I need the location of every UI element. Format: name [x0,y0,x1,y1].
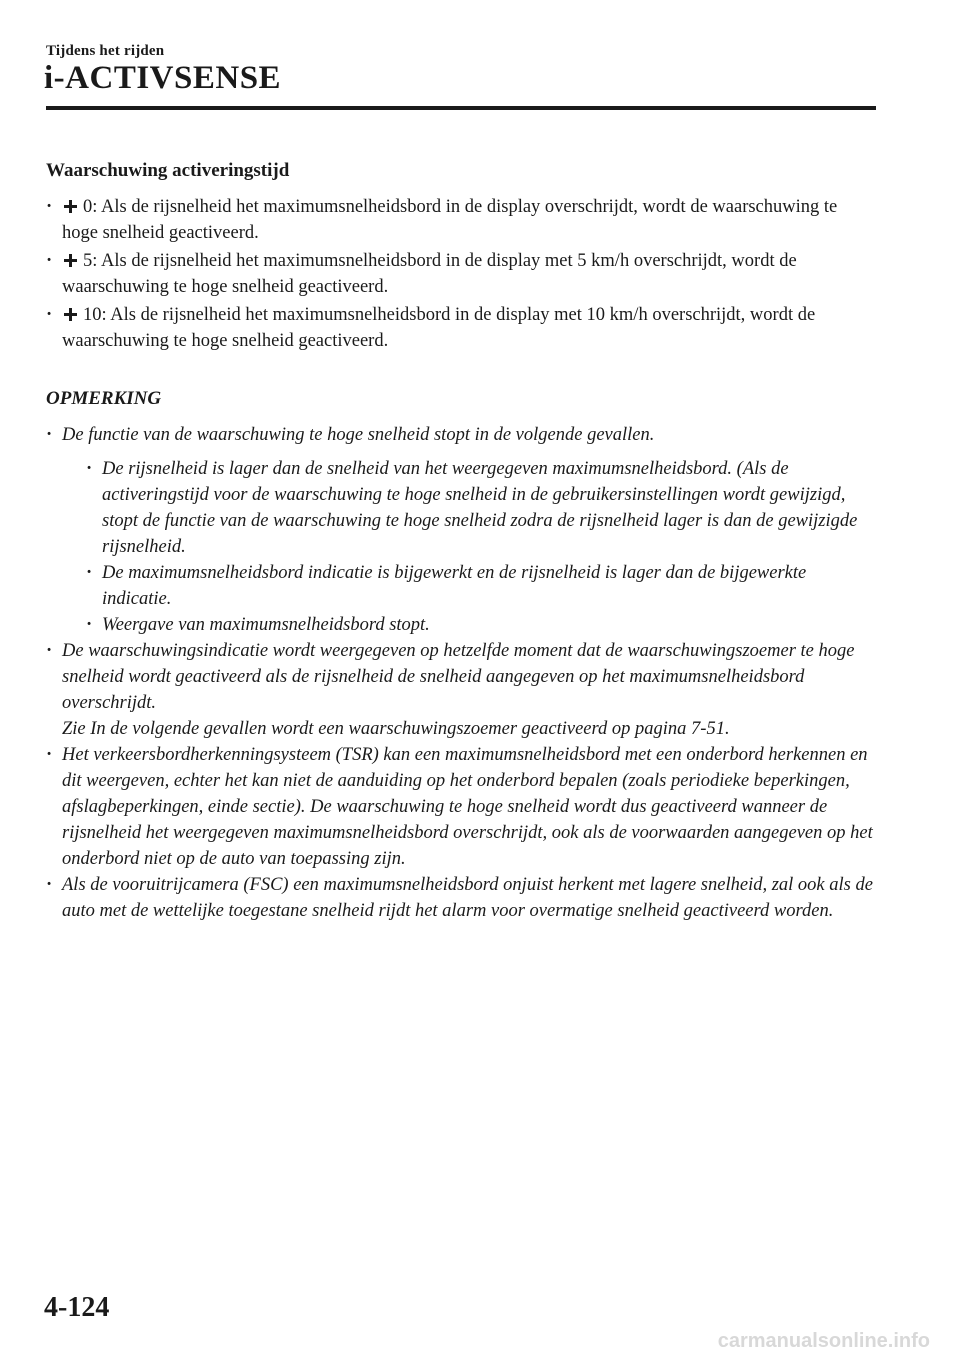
note-sub-item-text: De maximumsnelheidsbord indicatie is bijgewerkt en de rijsnelheid is lager dan de bijgewerkte indicatie. [102,563,807,609]
page-number: 4-124 [44,1292,110,1323]
plus-icon [62,194,78,220]
bullet-icon: · [46,197,53,217]
note-heading: OPMERKING [46,388,162,409]
bullet-icon: · [86,615,93,635]
bullet-icon: · [46,305,53,325]
note-list [46,422,876,924]
note-item-text: De waarschuwingsindicatie wordt weergegeven op hetzelfde moment dat de waarschuwingszoemer te hoge snelheid wordt geactiveerd als de rijsnelheid de snelheid aangegeven op het maximumsnelheidsbord overschrijdt. [62,641,855,713]
section-heading: Waarschuwing activeringstijd [46,160,290,181]
list-item [46,194,876,246]
plus-icon [62,248,78,274]
note-sub-item [86,560,876,612]
header-rule [46,106,876,110]
list-item-text: 0: Als de rijsnelheid het maximumsnelheidsbord in de display overschrijdt, wordt de waarschuwing te hoge snelheid geactiveerd. [62,197,838,243]
note-sub-item [86,612,876,638]
plus-icon [62,302,78,328]
note-item-reference: Zie In de volgende gevallen wordt een waarschuwingszoemer geactiveerd op pagina 7-51. [62,719,730,739]
breadcrumb: Tijdens het rijden [46,43,165,59]
note-item [46,742,876,872]
note-sub-item [86,456,876,560]
list-item [46,248,876,300]
list-item [46,302,876,354]
note-sub-list [86,456,876,638]
bullet-icon: · [86,459,93,479]
watermark: carmanualsonline.info [717,1330,930,1352]
bullet-icon: · [46,875,53,895]
note-item [46,422,876,638]
chapter-title: i-ACTIVSENSE [44,60,282,96]
activation-time-list [46,194,876,354]
note-sub-item-text: De rijsnelheid is lager dan de snelheid van het weergegeven maximumsnelheidsbord. (Als de activeringstijd voor de waarschuwing te hoge snelheid in de gebruikersinstellingen wordt gewijzigd, stopt de functie van de waarschuwing te hoge snelheid zodra de rijsnelheid lager is dan de gewijzigde rijsnelheid. [102,459,858,557]
bullet-icon: · [86,563,93,583]
note-item [46,872,876,924]
page-content [46,160,876,924]
list-item-text: 10: Als de rijsnelheid het maximumsnelheidsbord in de display met 10 km/h overschrijdt, wordt de waarschuwing te hoge snelheid geactiveerd. [62,305,816,351]
bullet-icon: · [46,745,53,765]
list-item-text: 5: Als de rijsnelheid het maximumsnelheidsbord in de display met 5 km/h overschrijdt, wordt de waarschuwing te hoge snelheid geactiveerd. [62,251,797,297]
note-item-text: Als de vooruitrijcamera (FSC) een maximumsnelheidsbord onjuist herkent met lagere snelheid, zal ook als de auto met de wettelijke toegestane snelheid rijdt het alarm voor overmatige snelheid geactiveerd worden. [62,875,873,921]
note-item [46,638,876,742]
note-item-text: Het verkeersbordherkenningsysteem (TSR) kan een maximumsnelheidsbord met een onderbord herkennen en dit weergeven, echter het kan niet de aanduiding op het onderbord bepalen (zoals periodieke beperkingen, afslagbeperkingen, einde sectie). De waarschuwing te hoge snelheid wordt dus geactiveerd wanneer de rijsnelheid het weergegeven maximumsnelheidsbord overschrijdt, ook als de voorwaarden aangegeven op het onderbord niet op de auto van toepassing zijn. [62,745,873,869]
bullet-icon: · [46,251,53,271]
note-sub-item-text: Weergave van maximumsnelheidsbord stopt. [102,615,430,635]
bullet-icon: · [46,641,53,661]
bullet-icon: · [46,425,53,445]
note-item-text: De functie van de waarschuwing te hoge snelheid stopt in de volgende gevallen. [62,425,655,445]
